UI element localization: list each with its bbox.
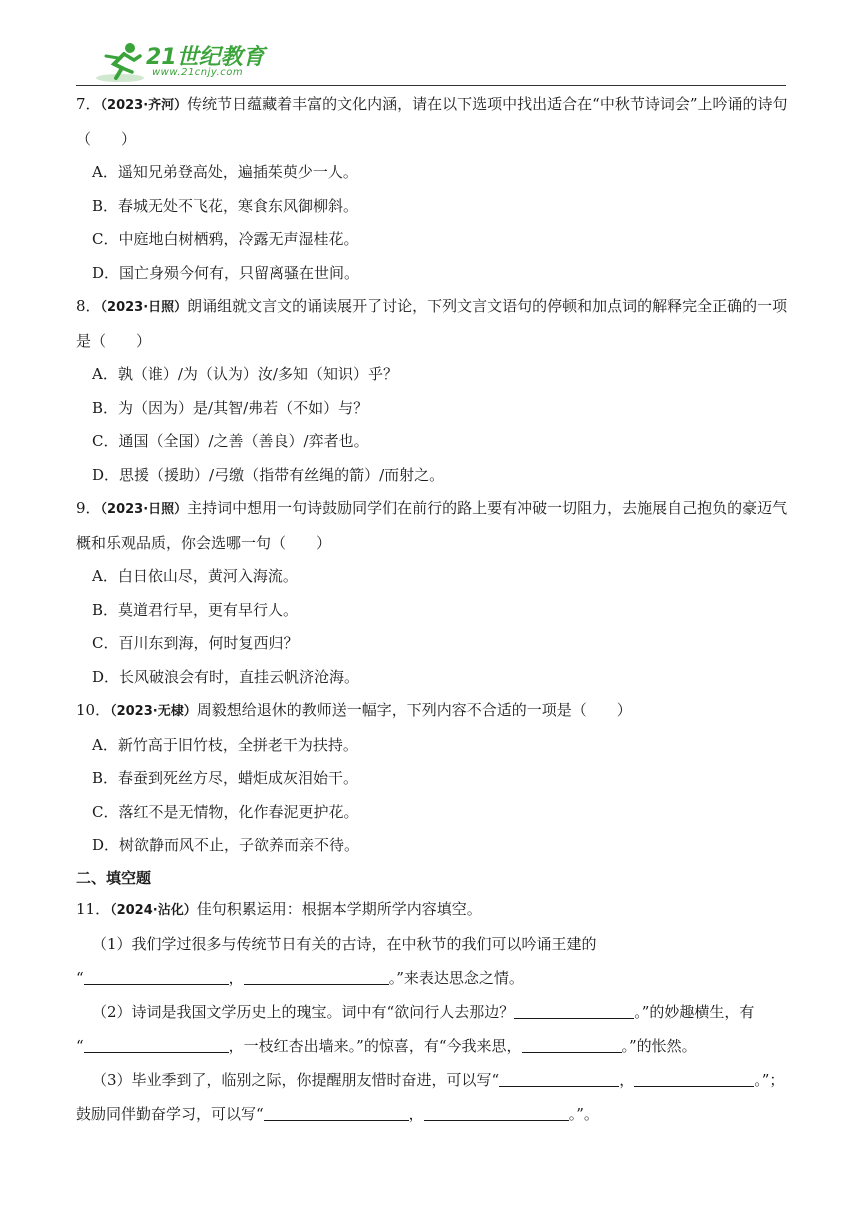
option-c: C．百川东到海，何时复西归？ — [92, 634, 299, 652]
question-number: 10． — [76, 701, 111, 719]
sub-question-text: ，一枝红杏出墙来。”的惊喜，有“今我来思， — [228, 1037, 522, 1055]
sub-question-text: （2）诗词是我国文学历史上的瑰宝。词中有“欲问行人去那边？ — [92, 1003, 515, 1021]
document-body — [76, 88, 788, 1131]
sub-question-text: （3）毕业季到了，临别之际，你提醒朋友惜时奋进，可以写“ — [92, 1071, 500, 1089]
sub-question-text: 鼓励同伴勤奋学习，可以写“ — [76, 1105, 264, 1123]
answer-blank[interactable] — [514, 1002, 634, 1019]
question-number: 7． — [76, 95, 101, 113]
logo-url: www.21cnjy.com — [152, 67, 244, 78]
question-text: 主持词中想用一句诗鼓励同学们在前行的路上要有冲破一切阻力，去施展自己抱负的豪迈气概和乐观品质，你会选哪一句（ ） — [76, 499, 788, 552]
answer-blank[interactable] — [264, 1104, 409, 1121]
sub-question-text: 。”的怅然。 — [621, 1037, 697, 1055]
quote-open: “ — [76, 969, 84, 987]
answer-blank[interactable] — [84, 1036, 229, 1053]
option-b: B．莫道君行早，更有早行人。 — [92, 600, 299, 619]
sub-question-text: 。”来表达思念之情。 — [388, 969, 524, 987]
question-stem — [76, 694, 788, 729]
option-d: D．思援（援助）/弓缴（指带有丝绳的箭）/而射之。 — [92, 465, 445, 484]
question-text: 周毅想给退休的教师送一幅字，下列内容不合适的一项是（ ） — [196, 701, 632, 719]
comma: ， — [408, 1105, 424, 1123]
sub-question-text: 。”。 — [568, 1105, 599, 1123]
header-divider — [76, 85, 786, 86]
question-9 — [76, 492, 788, 694]
answer-blank[interactable] — [499, 1070, 619, 1087]
question-number: 9． — [76, 499, 101, 517]
option-d: D．树欲静而风不止，子欲养而亲不待。 — [92, 836, 360, 854]
sub-question-1: （1）我们学过很多与传统节日有关的古诗，在中秋节的我们可以吟诵王建的 — [92, 935, 597, 953]
option-b: B．春蚕到死丝方尽，蜡炬成灰泪始干。 — [92, 769, 359, 787]
option-a: A．遥知兄弟登高处，遍插茱萸少一人。 — [92, 163, 358, 181]
question-source: （2023·齐河） — [100, 98, 188, 113]
question-text: 佳句积累运用：根据本学期所学内容填空。 — [196, 899, 482, 918]
question-source: （2023·日照） — [100, 300, 188, 315]
answer-blank[interactable] — [244, 968, 389, 985]
option-b: B．春城无处不飞花，寒食东风御柳斜。 — [92, 196, 359, 215]
section-heading: 二、填空题 — [76, 868, 152, 887]
logo — [94, 40, 274, 84]
option-b: B．为（因为）是/其智/弗若（不如）与？ — [92, 398, 369, 417]
question-number: 8． — [76, 297, 101, 315]
option-c: C．中庭地白树栖鸦，冷露无声湿桂花。 — [92, 230, 359, 248]
running-figure-icon — [94, 40, 146, 84]
question-stem — [76, 88, 788, 156]
quote-open: “ — [76, 1037, 84, 1055]
question-7 — [76, 88, 788, 290]
sub-question-text: 。”的妙趣横生，有 — [634, 1003, 755, 1021]
sub-question-2 — [76, 995, 788, 1029]
sub-question-1-blanks — [76, 961, 788, 995]
question-stem — [76, 290, 788, 358]
option-c: C．通国（全国）/之善（善良）/弈者也。 — [92, 432, 369, 450]
option-d: D．长风破浪会有时，直挂云帆济沧海。 — [92, 667, 360, 686]
question-source: （2023·无棣） — [110, 704, 197, 719]
answer-blank[interactable] — [84, 968, 229, 985]
option-c: C．落红不是无情物，化作春泥更护花。 — [92, 802, 359, 821]
question-stem — [76, 893, 788, 928]
answer-blank[interactable] — [522, 1036, 622, 1053]
question-11 — [76, 893, 788, 1132]
sub-question-3 — [76, 1063, 788, 1097]
answer-blank[interactable] — [634, 1070, 754, 1087]
answer-blank[interactable] — [424, 1104, 569, 1121]
question-number: 11． — [76, 899, 111, 918]
page-header — [76, 38, 786, 88]
sub-question-2-cont — [76, 1029, 788, 1063]
question-text: 传统节日蕴藏着丰富的文化内涵，请在以下选项中找出适合在“中秋节诗词会”上吟诵的诗句（ ） — [76, 95, 788, 148]
logo-text: 21世纪教育 — [146, 45, 265, 70]
sub-question-3-cont — [76, 1097, 788, 1131]
option-a: A．白日依山尽，黄河入海流。 — [92, 567, 298, 585]
sub-question-text: 。”； — [754, 1071, 785, 1089]
comma: ， — [619, 1071, 635, 1089]
option-a: A．孰（谁）/为（认为）汝/多知（知识）乎？ — [92, 365, 398, 383]
question-text: 朗诵组就文言文的诵读展开了讨论，下列文言文语句的停顿和加点词的解释完全正确的一项是（ ） — [76, 297, 788, 350]
question-stem — [76, 492, 788, 560]
question-source: （2024·沾化） — [110, 902, 197, 918]
option-a: A．新竹高于旧竹枝，全拼老干为扶持。 — [92, 735, 358, 754]
comma: ， — [228, 969, 244, 987]
option-d: D．国亡身殒今何有，只留离骚在世间。 — [92, 263, 360, 282]
question-10 — [76, 694, 788, 863]
question-source: （2023·日照） — [100, 502, 188, 517]
question-8 — [76, 290, 788, 492]
